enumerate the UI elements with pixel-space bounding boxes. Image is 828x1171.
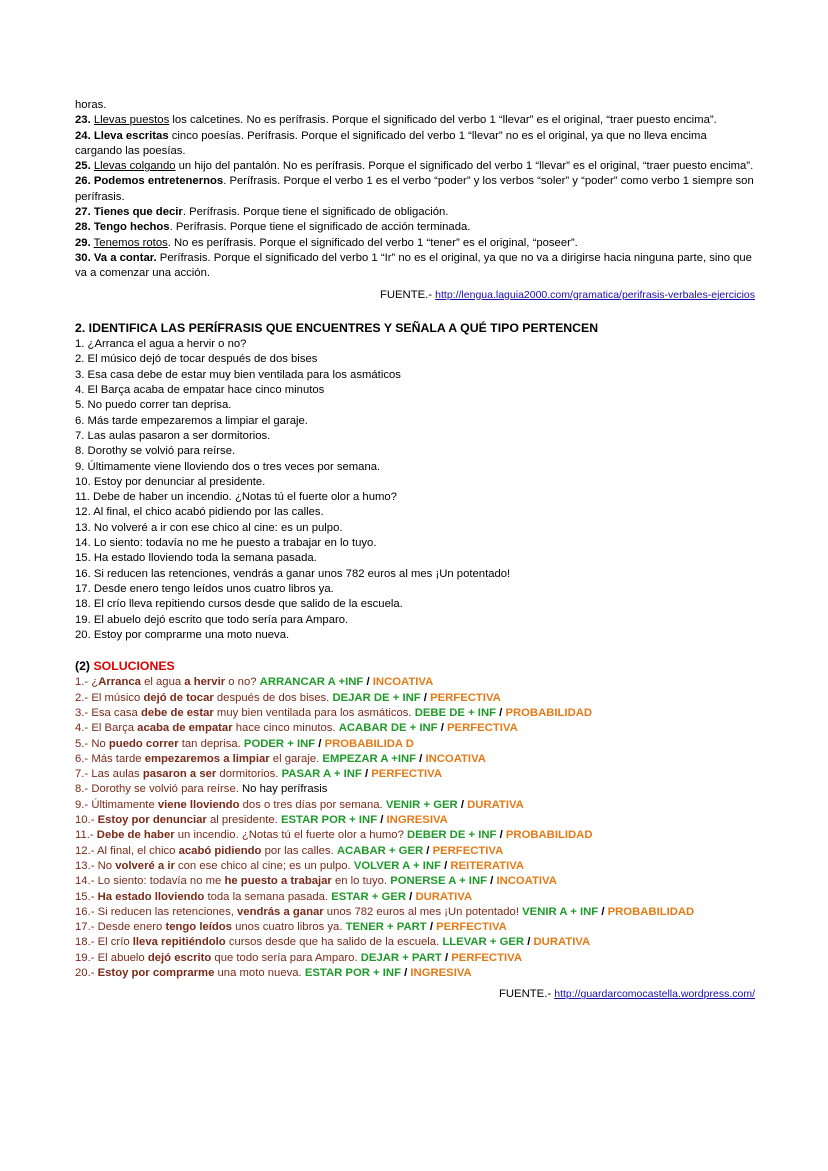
solution-pre: 14.- Lo siento: todavía no me [75,875,225,888]
solution-pre: 9.- Últimamente [75,798,158,811]
solution-struct: PODER + INF [243,737,316,750]
solutions-title: SOLUCIONES [93,659,175,674]
solution-sep: / [315,737,325,750]
exercise-item: 4. El Barça acaba de empatar hace cinco minutos [75,384,325,397]
solution-type: INCOATIVA [372,676,434,689]
solution-type: PROBABILIDAD [607,905,695,918]
solution-post: No hay perífrasis [242,783,328,796]
answer-number: 24. [75,129,91,142]
exercise-item: 11. Debe de haber un incendio. ¿Notas tú el fuerte olor a humo? [75,491,397,504]
solution-type: PERFECTIVA [447,722,518,735]
solution-bold: pasaron a ser [142,768,217,781]
solution-mid: toda la semana pasada. [204,890,332,903]
exercise-item: 20. Estoy por comprarme una moto nueva. [75,628,290,641]
solution-pre: 7.- Las aulas [75,768,143,781]
solution-bold: viene lloviendo [157,798,240,811]
exercise-item: 5. No puedo correr tan deprisa. [75,399,232,412]
solution-bold: he puesto a trabajar [224,875,332,888]
solution-type: PERFECTIVA [451,951,522,964]
answer-text: . Perífrasis. Porque tiene el significado de acción terminada. [169,221,471,234]
solution-pre: 3.- Esa casa [75,706,141,719]
source-label: FUENTE.- [499,988,555,1001]
solution-bold: Arranca [98,676,141,689]
solution-struct: DEJAR + PART [360,951,442,964]
exercise-item: 12. Al final, el chico acabó pidiendo por las calles. [75,506,324,519]
exercise-list [75,337,755,643]
solution-item [75,782,755,797]
solution-type: INCOATIVA [496,875,557,888]
solution-bold: empezaremos a limpiar [144,752,270,765]
solution-item [75,935,755,950]
solution-item [75,706,755,721]
periphrasis-phrase: Llevas puestos [93,114,170,127]
solutions-list [75,675,755,981]
solution-sep: / [437,722,448,735]
answer-number: 23. [75,114,91,127]
solution-struct: VENIR + GER [385,798,458,811]
solution-type: INGRESIVA [410,967,472,980]
solution-sep: / [441,859,451,872]
solution-mid: por las calles. [261,844,337,857]
solution-mid: dormitorios. [216,768,282,781]
solution-mid: una moto nueva. [214,967,305,980]
solution-mid: unos cuatro libros ya. [231,921,346,934]
solution-pre: 16.- Si reducen las retenciones, [75,905,238,918]
solution-type: DURATIVA [467,798,524,811]
document-page [75,98,755,1003]
solution-mid: hace cinco minutos. [232,722,339,735]
solution-sep: / [457,798,468,811]
solution-mid: muy bien ventilada para los asmáticos. [213,706,415,719]
solution-mid: un incendio. ¿Notas tú el fuerte olor a humo? [174,829,407,842]
solution-type: PERFECTIVA [432,844,504,857]
solution-item [75,920,755,935]
answer-text: Perífrasis. Porque el significado del verbo 1 “Ir” no es el original, ya que no va a dirigirse hacia ninguna parte, sino que va a comenzar una acción. [75,251,752,280]
solution-item [75,752,755,767]
solution-pre: 2.- El músico [75,691,144,704]
periphrasis-phrase: Podemos entretenernos [93,175,224,188]
solution-bold: dejó escrito [147,951,212,964]
solution-item [75,951,755,966]
answer-text: los calcetines. No es perífrasis. Porque el significado del verbo 1 “llevar” es el original, “traer puesto encima”. [169,114,717,127]
solution-struct: LLEVAR + GER [442,936,525,949]
source-1 [75,288,755,303]
solution-bold: Ha estado lloviendo [97,890,205,903]
answer-number: 25. [75,160,91,173]
solution-sep: / [416,752,426,765]
answer-text: . No es perífrasis. Porque el significado del verbo 1 “tener” es el original, “poseer”. [167,236,578,249]
solution-mid: con ese chico al cine; es un pulpo. [174,859,354,872]
solution-pre: 17.- Desde enero [75,921,166,934]
exercise-item: 9. Últimamente viene lloviendo dos o tres veces por semana. [75,460,381,473]
solution-post: o no? [225,676,260,689]
answer-26 [75,174,755,205]
exercise-item: 14. Lo siento: todavía no me he puesto a trabajar en lo tuyo. [75,537,377,550]
solution-mid: después de dos bises. [213,691,333,704]
solution-mid: unos 782 euros al mes ¡Un potentado! [323,905,523,918]
solution-pre: 19.- El abuelo [75,951,148,964]
solution-sep: / [406,890,416,903]
solutions-prefix: (2) [75,659,94,674]
solution-item [75,874,755,889]
solution-type: DURATIVA [415,890,473,903]
source-label: FUENTE.- [379,288,436,301]
solution-mid: que todo sería para Amparo. [211,951,361,964]
exercise-title: 2. IDENTIFICA LAS PERÍFRASIS QUE ENCUENTRES Y SEÑALA A QUÉ TIPO PERTENCEN [75,320,599,335]
solution-type: PERFECTIVA [430,691,501,704]
exercise-item: 13. No volveré a ir con ese chico al cine: es un pulpo. [75,521,343,534]
periphrasis-phrase: Tenemos rotos [93,236,168,249]
solution-item [75,691,755,706]
solution-type: PROBABILIDAD [505,706,593,719]
solution-sep: / [400,967,411,980]
solution-item [75,905,755,920]
periphrasis-phrase: Va a contar. [93,251,157,264]
solution-bold: tengo leídos [165,921,232,934]
exercise-item: 8. Dorothy se volvió para reírse. [75,445,236,458]
solution-pre: 5.- No [75,737,109,750]
exercise-item: 16. Si reducen las retenciones, vendrás a ganar unos 782 euros al mes ¡Un potentado! [75,567,511,580]
solution-struct: ESTAR + GER [331,890,407,903]
solution-mid: cursos desde que ha salido de la escuela. [225,936,443,949]
solution-mid: dos o tres días por semana. [239,798,386,811]
answer-text: un hijo del pantalón. No es perífrasis. Porque el significado del verbo 1 “llevar” es el original, “traer puesto encima”. [175,160,754,173]
solution-pre: 1.- ¿ [75,676,99,689]
solution-bold: vendrás a ganar [237,905,324,918]
solution-bold: acaba de empatar [137,722,233,735]
exercise-item: 7. Las aulas pasaron a ser dormitorios. [75,429,271,442]
solution-struct: TENER + PART [345,921,427,934]
solution-item [75,828,755,843]
solution-type: DURATIVA [533,936,591,949]
solution-sep: / [420,691,431,704]
answer-number: 30. [75,251,91,264]
solution-sep: / [423,844,433,857]
solution-struct: PASAR A + INF [281,768,362,781]
answer-number: 29. [75,236,91,249]
solution-item [75,890,755,905]
solution-pre: 8.- Dorothy se volvió para reírse. [75,783,243,796]
solution-item [75,966,755,981]
solution-bold: acabó pidiendo [178,844,262,857]
solution-struct: ESTAR POR + INF [280,814,378,827]
solution-pre: 4.- El Barça [75,722,138,735]
continued-line: horas. [75,99,107,111]
solution-bold2: a hervir [184,676,226,689]
solution-sep: / [441,951,452,964]
solution-sep: / [598,905,608,918]
solution-sep: / [377,814,387,827]
answer-text: . Perífrasis. Porque tiene el significado de obligación. [182,206,449,219]
solution-pre: 13.- No [75,859,116,872]
solution-pre: 15.- [75,890,98,903]
solution-item [75,859,755,874]
solution-mid: en lo tuyo. [331,875,391,888]
solution-item [75,721,755,736]
solution-sep: / [487,875,497,888]
solution-struct: ARRANCAR A +INF [259,676,364,689]
solution-struct: ESTAR POR + INF [304,967,401,980]
solution-pre: 6.- Más tarde [75,752,145,765]
solution-sep: / [496,829,506,842]
exercise-item: 19. El abuelo dejó escrito que todo sería para Amparo. [75,613,349,626]
solution-bold: dejó de tocar [143,691,214,704]
periphrasis-phrase: Tengo hechos [93,221,170,234]
answer-number: 28. [75,221,91,234]
solution-item [75,813,755,828]
solution-bold: lleva repitiéndolo [132,936,226,949]
solution-bold: Estoy por denunciar [97,814,207,827]
solution-struct: DEBER DE + INF [407,829,497,842]
solution-bold: debe de estar [140,706,214,719]
solution-struct: VOLVER A + INF [353,859,441,872]
source-2 [75,987,755,1002]
exercise-item: 6. Más tarde empezaremos a limpiar el garaje. [75,414,308,427]
solution-pre: 10.- [75,814,98,827]
solution-struct: ACABAR + GER [336,844,424,857]
answer-25 [75,159,755,174]
solution-sep: / [426,921,437,934]
solution-pre: 12.- Al final, el chico [75,844,179,857]
exercise-item: 10. Estoy por denunciar al presidente. [75,475,266,488]
periphrasis-phrase: Lleva escritas [93,129,169,142]
solution-type: PERFECTIVA [436,921,507,934]
solution-item [75,767,755,782]
solution-type: INCOATIVA [425,752,486,765]
solution-struct: EMPEZAR A +INF [322,752,417,765]
answer-number: 26. [75,175,91,188]
answer-29 [75,236,755,251]
exercise-item: 18. El crío lleva repitiendo cursos desde que salido de la escuela. [75,598,403,611]
solution-type: PROBABILIDA D [324,737,414,750]
solution-bold: puedo correr [108,737,179,750]
solution-pre: 11.- [75,829,97,842]
answer-28 [75,220,755,235]
solution-sep: / [524,936,534,949]
answer-27 [75,205,755,220]
answer-24 [75,129,755,160]
solution-bold: Debe de haber [96,829,175,842]
exercise-item: 3. Esa casa debe de estar muy bien ventilada para los asmáticos [75,368,401,381]
source-link[interactable]: http://guardarcomocastella.wordpress.com/ [554,988,755,1001]
solution-mid: el agua [140,676,185,689]
solution-bold: volveré a ir [115,859,175,872]
answer-text: . Perífrasis. Porque el verbo 1 es el verbo “poder” y los verbos “soler” y “poder” como verbo 1 siempre son perífrasis. [75,175,754,203]
solution-type: PERFECTIVA [371,768,442,781]
solution-sep: / [363,676,373,689]
solution-type: REITERATIVA [450,859,525,872]
periphrasis-phrase: Llevas colgando [93,160,176,173]
solution-struct: DEBE DE + INF [414,706,497,719]
solutions-heading [75,659,755,674]
exercise-item: 2. El músico dejó de tocar después de dos bises [75,353,318,366]
exercise-item: 17. Desde enero tengo leídos unos cuatro libros ya. [75,582,334,595]
solution-type: PROBABILIDAD [505,829,593,842]
periphrasis-phrase: Tienes que decir [93,206,183,219]
solution-mid: tan deprisa. [178,737,244,750]
answer-30 [75,251,755,282]
solution-sep: / [361,768,372,781]
solution-pre: 18.- El crío [75,936,133,949]
exercise-item: 15. Ha estado lloviendo toda la semana pasada. [75,552,317,565]
solution-mid: al presidente. [206,814,281,827]
solution-item [75,844,755,859]
solution-item [75,675,755,690]
solution-struct: PONERSE A + INF [390,875,488,888]
exercise-item: 1. ¿Arranca el agua a hervir o no? [75,338,247,351]
source-link[interactable]: http://lengua.laguia2000.com/gramatica/perifrasis-verbales-ejercicios [435,288,755,301]
solution-pre: 20.- [75,967,98,980]
answer-23 [75,113,755,128]
answer-number: 27. [75,206,91,219]
solution-type: INGRESIVA [386,814,448,827]
solution-sep: / [496,706,506,719]
solution-item [75,737,755,752]
answer-text: cinco poesías. Perífrasis. Porque el significado del verbo 1 “llevar” no es el original, ya que no lleva encima cargando las poesías. [75,129,707,157]
solution-struct: ACABAR DE + INF [338,722,438,735]
solution-mid: el garaje. [269,752,323,765]
solution-bold: Estoy por comprarme [97,967,215,980]
solution-item [75,798,755,813]
solution-struct: VENIR A + INF [522,905,599,918]
solution-struct: DEJAR DE + INF [332,691,421,704]
